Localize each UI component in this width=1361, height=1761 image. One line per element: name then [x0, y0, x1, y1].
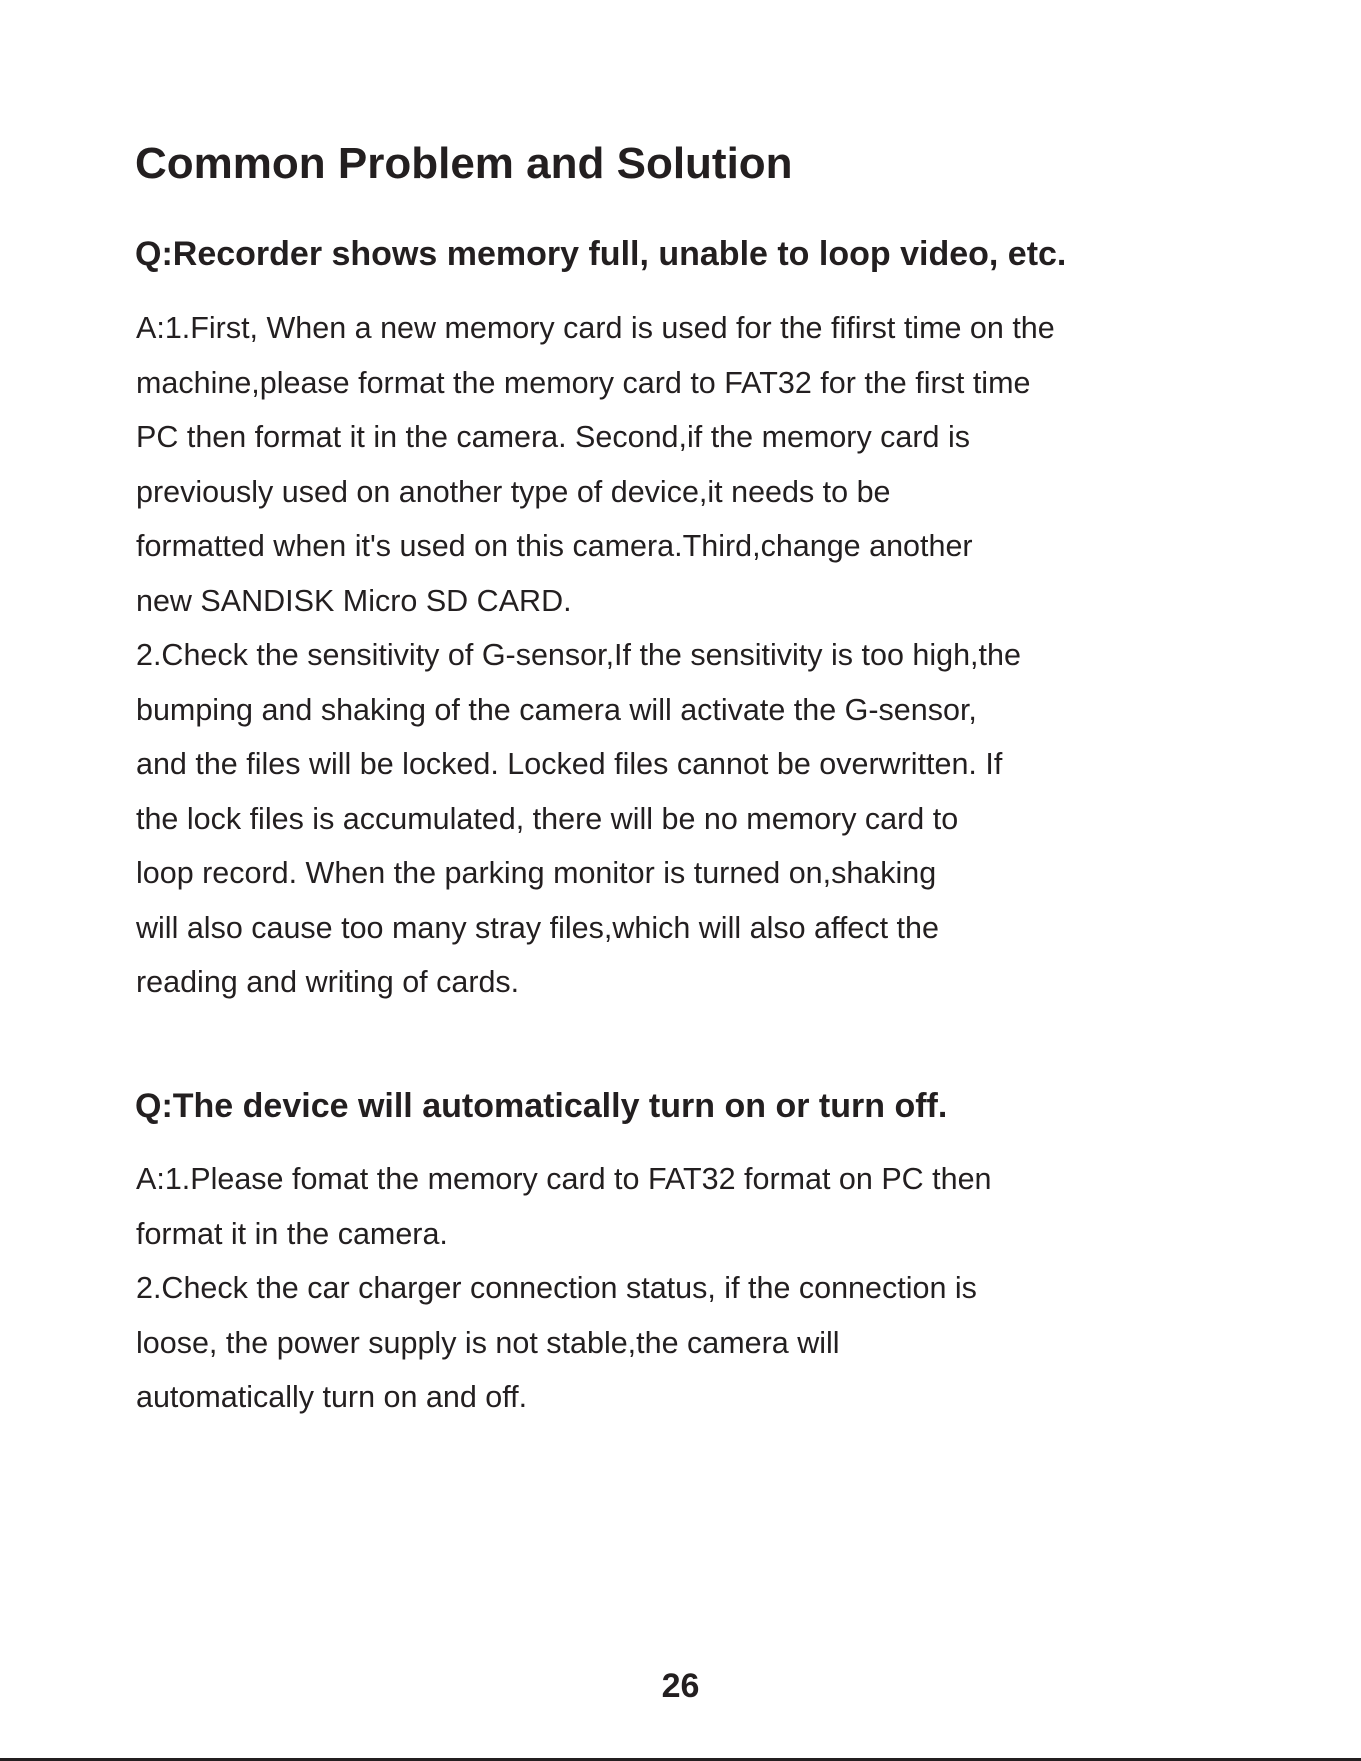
answer-line: bumping and shaking of the camera will activate the G-sensor, — [136, 692, 977, 727]
answer-line: and the files will be locked. Locked files cannot be overwritten. If — [136, 747, 1003, 781]
answer-line: 2.Check the car charger connection status, if the connection is — [136, 1271, 977, 1305]
answer-text — [136, 301, 1055, 1010]
answer-line: the lock files is accumulated, there will be no memory card to — [136, 801, 959, 836]
answer-line: loop record. When the parking monitor is turned on,shaking — [136, 856, 937, 890]
answer-line: previously used on another type of device,it needs to be — [136, 474, 891, 509]
answer-line: loose, the power supply is not stable,the camera will — [136, 1325, 840, 1360]
question-heading: Q:Recorder shows memory full, unable to loop video, etc. — [135, 235, 1067, 273]
answer-line: 2.Check the sensitivity of G-sensor,If the sensitivity is too high,the — [136, 638, 1021, 672]
page-number: 26 — [661, 1667, 700, 1705]
answer-line: formatted when it's used on this camera.Third,change another — [136, 529, 973, 563]
page-title: Common Problem and Solution — [135, 139, 793, 188]
answer-line: automatically turn on and off. — [136, 1380, 528, 1414]
answer-line: will also cause too many stray files,which will also affect the — [136, 910, 939, 945]
question-heading: Q:The device will automatically turn on or turn off. — [135, 1087, 948, 1125]
answer-line: reading and writing of cards. — [136, 965, 520, 999]
answer-line: A:1.First, When a new memory card is used for the fifirst time on the — [136, 311, 1055, 345]
answer-line: PC then format it in the camera. Second,if the memory card is — [136, 420, 971, 454]
answer-line: machine,please format the memory card to FAT32 for the first time — [136, 365, 1031, 400]
answer-text — [136, 1152, 992, 1425]
answer-line: format it in the camera. — [136, 1216, 448, 1251]
answer-line: new SANDISK Micro SD CARD. — [136, 583, 572, 618]
answer-line: A:1.Please fomat the memory card to FAT32 format on PC then — [136, 1162, 992, 1196]
